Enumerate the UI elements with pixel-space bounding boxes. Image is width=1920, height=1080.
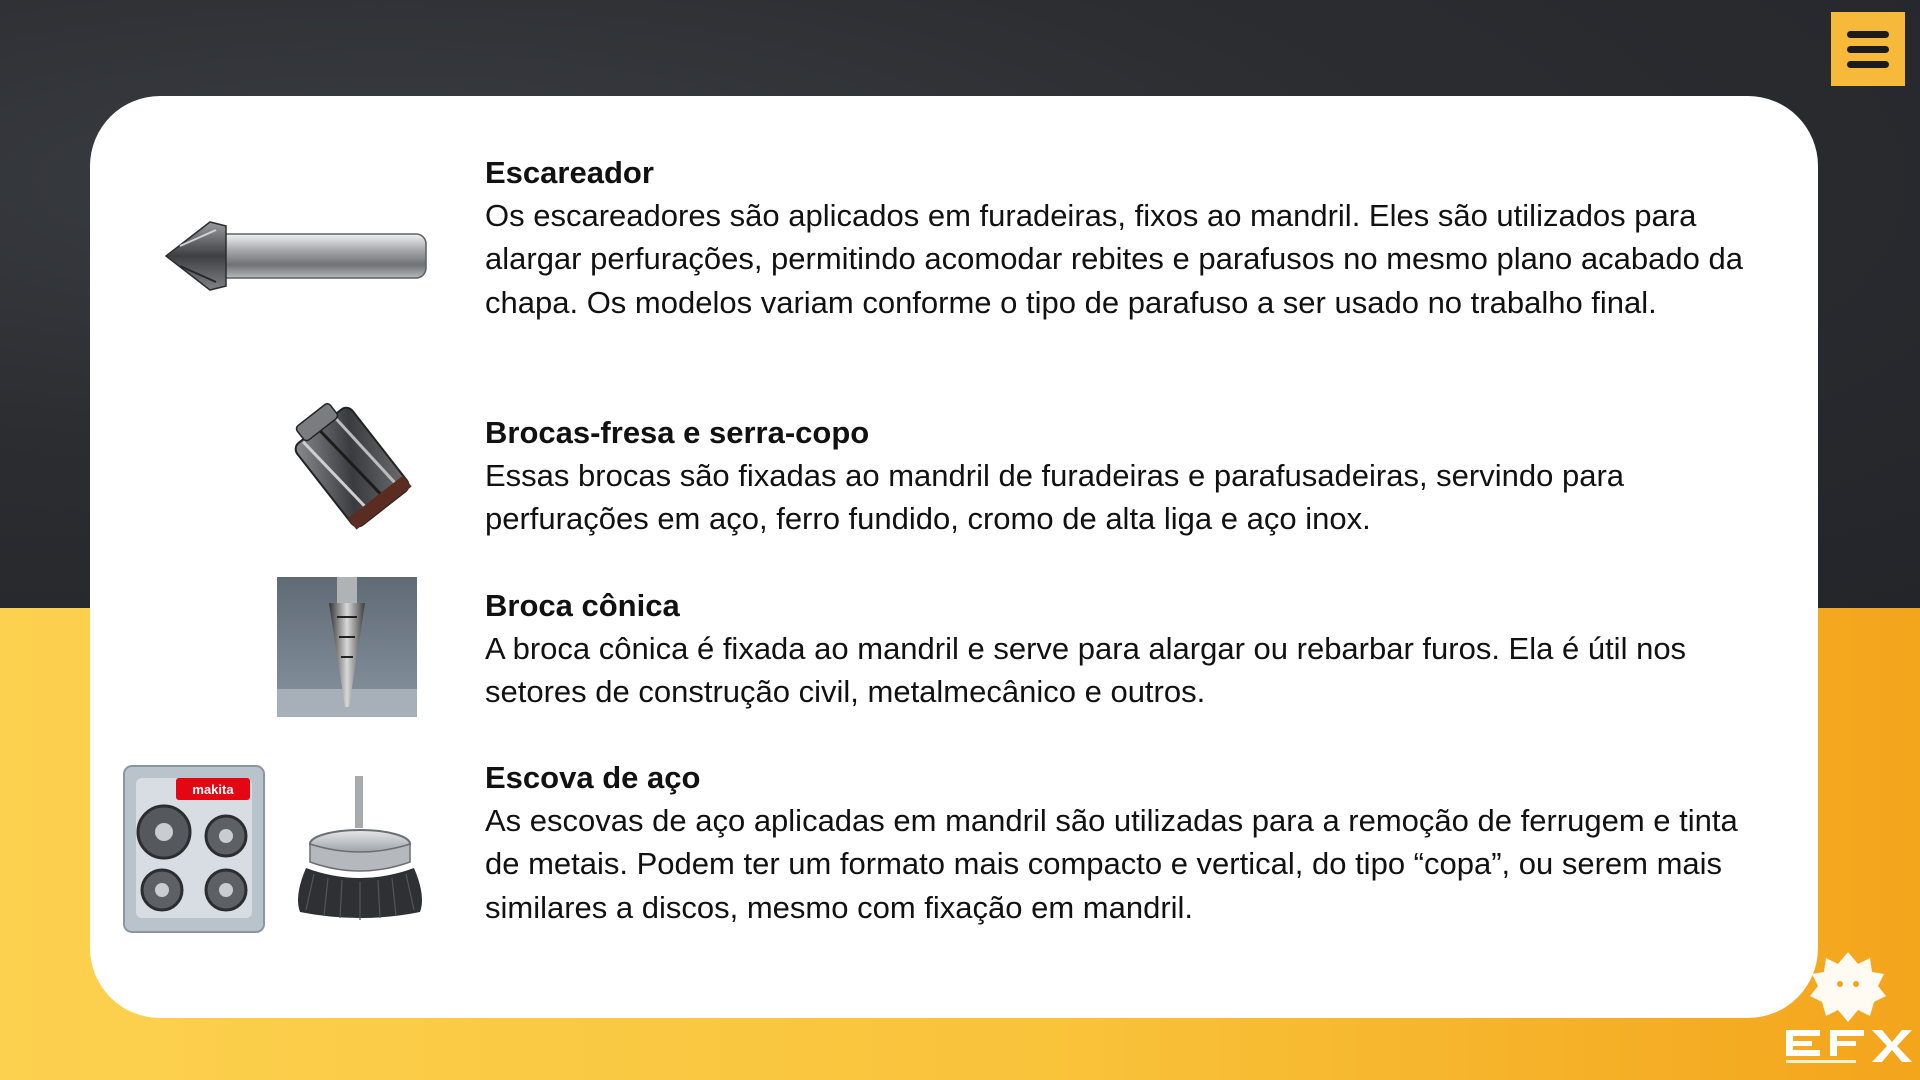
annular-cutter-image [286,398,426,530]
wire-brush-pack-image [122,764,266,934]
item-brocas-fresa [485,411,1755,541]
item-description: Os escareadores são aplicados em furadeiras, fixos ao mandril. Eles são utilizados para alargar perfurações, permitindo acomodar rebites e parafusos no mesmo plano acabado da chapa. Os modelos variam conforme o tipo de parafuso a ser usado no trabalho final. [485,198,1743,320]
efx-group-logo [1778,950,1918,1070]
item-description: A broca cônica é fixada ao mandril e serve para alargar ou rebarbar furos. Ela é útil nos setores de construção civil, metalmecânico e outros. [485,631,1687,710]
hamburger-menu-icon[interactable] [1831,12,1905,86]
item-escareador [485,151,1755,324]
pack-brand-label: makita [192,782,234,797]
item-escova-de-aco [485,756,1755,929]
countersink-bit-image [160,196,432,320]
item-description: As escovas de aço aplicadas em mandril são utilizadas para a remoção de ferrugem e tinta de metais. Podem ter um formato mais compacto e vertical, do tipo “copa”, ou serem mais similares a discos, mesmo com fixação em mandril. [485,803,1738,925]
item-broca-conica [485,584,1755,714]
item-title: Escareador [485,155,654,190]
cup-wire-brush-image [284,776,436,920]
item-title: Escova de aço [485,760,701,795]
item-title: Broca cônica [485,588,680,623]
conical-bit-image [277,577,417,717]
item-title: Brocas-fresa e serra-copo [485,415,870,450]
item-description: Essas brocas são fixadas ao mandril de furadeiras e parafusadeiras, servindo para perfurações em aço, ferro fundido, cromo de alta liga e aço inox. [485,458,1625,537]
